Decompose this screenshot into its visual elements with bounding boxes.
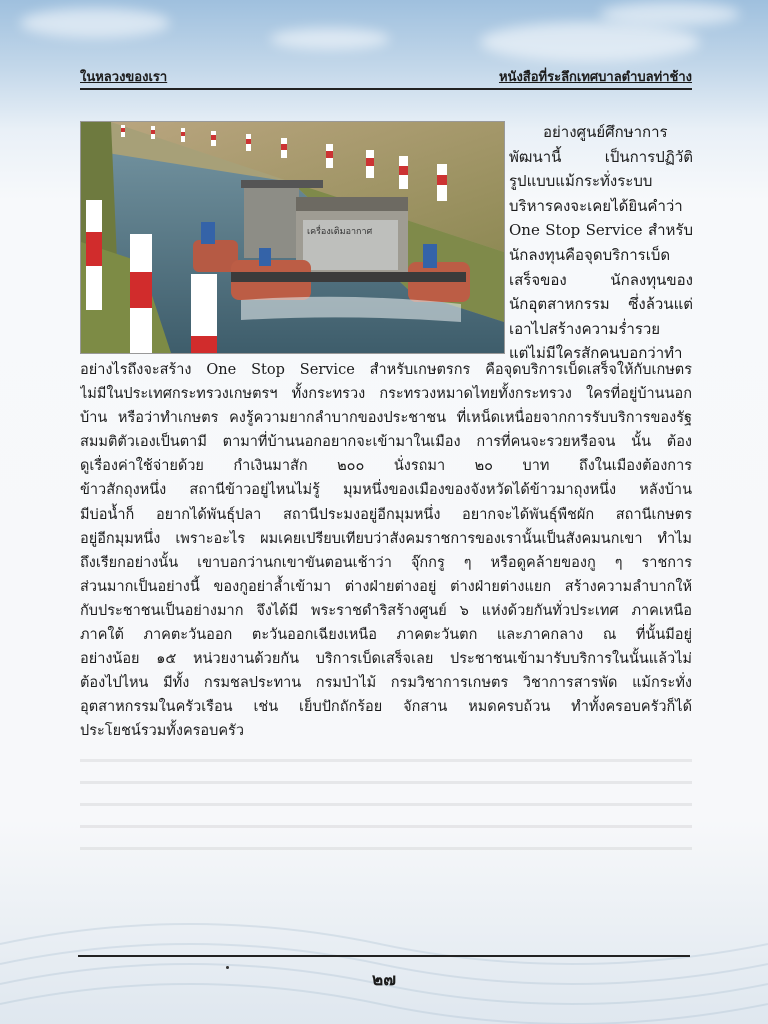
text-line: ไม่มีในประเทศกระทรวงเกษตรฯ ทั้งกระทรวง กระทรวงหมาดไทยทั้งกระทรวง ใครที่อยู่บ้านนอก [80,386,692,403]
cloud [480,22,700,62]
text-line: อย่างศูนย์ศึกษาการ [543,123,668,141]
background-wave-pattern [0,884,768,1024]
text-line: เอาไปสร้างความร่ำรวย [509,319,661,338]
text-line: อย่างน้อย ๑๕ หน่วยงานด้วยกัน บริการเบ็ดเสร็จเลย ประชาชนเข้ามารับบริการในนั้นแล้วไม่ [80,651,692,668]
text-line: นักอุตสาหกรรม ซึ่งล้วนแต่ [509,295,693,314]
text-line: พัฒนานี้ เป็นการปฏิวัติ [509,147,693,166]
text-line: ประโยชน์รวมทั้งครอบครัว [80,723,244,740]
text-line: เสร็จของ นักลงทุนของ [509,270,693,289]
body-text [80,358,692,744]
header-right-title: หนังสือที่ระลึกเทศบาลตำบลท่าช้าง [498,70,692,85]
text-line: กับประชาชนเป็นอย่างมาก จึงได้มี พระราชดำริสร้างศูนย์ ๖ แห่งด้วยกันทั่วประเทศ ภาคเหนือ [80,602,692,619]
show-through-text [80,740,692,850]
cloud [600,2,740,26]
wrapped-text-column [509,120,693,366]
text-line: มีบ่อน้ำก็ อยากได้พันธุ์ปลา สถานีประมงอยู่อีกมุมหนึ่ง อยากจะได้พันธุ์พืชผัก สถานีเกษตร [80,506,692,523]
text-line: ถึงเรียกอย่างนั้น เขาบอกว่านกเขาขันตอนเช้าว่า จุ๊กกรู ๆ หรือดูคล้ายของกู ๆ ราชการ [80,554,692,571]
text-line: สมมติตัวเองเป็นตามี ตามาที่บ้านนอกอยากจะเข้ามาในเมือง การที่คนจะรวยหรือจน นั้น ต้อง [80,434,692,451]
text-line: ต้องไปไหน มีทั้ง กรมชลประทาน กรมป่าไม้ กรมวิชาการเกษตร วิชาการสารพัด แม้กระทั่ง [80,675,692,692]
text-line: One Stop Service สำหรับ [509,221,693,240]
text-line: อุตสาหกรรมในครัวเรือน เช่น เย็บปักถักร้อย จักสาน หมดครบถ้วน ทำทั้งครอบครัวก็ได้ [80,699,692,716]
footer-rule [78,955,690,957]
text-line: บริหารคงจะเคยได้ยินคำว่า [509,196,683,215]
page-header [80,66,692,90]
page-number: ๒๗ [372,970,396,990]
text-line: แต่ไม่มีใครสักคนบอกว่าทำ [509,344,683,363]
text-line: ดูเรื่องค่าใช้จ่ายด้วย กำเงินมาสัก ๒๐๐ นั่งรถมา ๒๐ บาท ถึงในเมืองต้องการ [80,458,692,475]
text-line: ข้าวสักถุงหนึ่ง สถานีข้าวอยู่ไหนไม่รู้ มุมหนึ่งของเมืองของจังหวัดได้ข้าวมาถุงหนึ่ง หลังบ้าน [80,482,692,499]
svg-text:เครื่องเติมอากาศ: เครื่องเติมอากาศ [307,227,373,237]
text-line: ส่วนมากเป็นอย่างนี้ ของกูอย่าล้ำเข้ามา ต่างฝ่ายต่างอยู่ ต่างฝ่ายต่างแยก สร้างความลำบากให้ [80,578,692,595]
header-left-title: ในหลวงของเรา [80,70,168,85]
text-line: อย่างไรถึงจะสร้าง One Stop Service สำหรับเกษตรกร คือจุดบริการเบ็ดเสร็จให้กับเกษตร [80,362,692,378]
text-line: นักลงทุนคือจุดบริการเบ็ด [509,245,671,264]
cloud [270,28,390,50]
text-line: ภาคใต้ ภาคตะวันออก ตะวันออกเฉียงเหนือ ภาคตะวันตก และภาคกลาง ณ ที่นั้นมีอยู่ [80,627,692,644]
column-paragraph [509,120,693,366]
body-paragraph [80,358,692,744]
text-line: รูปแบบแม้กระทั่งระบบ [509,172,653,191]
text-line: อยู่อีกมุมหนึ่ง เพราะอะไร ผมเคยเปรียบเทียบว่าสังคมราชการของเรานั้นเป็นสังคมนกเขา ทำไม [80,530,692,547]
canal-scene-illustration [81,122,504,353]
aeration-machine-photo [80,121,505,354]
text-line: บ้าน หรือว่าทำเกษตร คงรู้ความยากลำบากของประชาชน ที่เหน็ดเหนื่อยจากการรับบริการของรัฐ [80,410,692,427]
cloud [20,8,170,38]
